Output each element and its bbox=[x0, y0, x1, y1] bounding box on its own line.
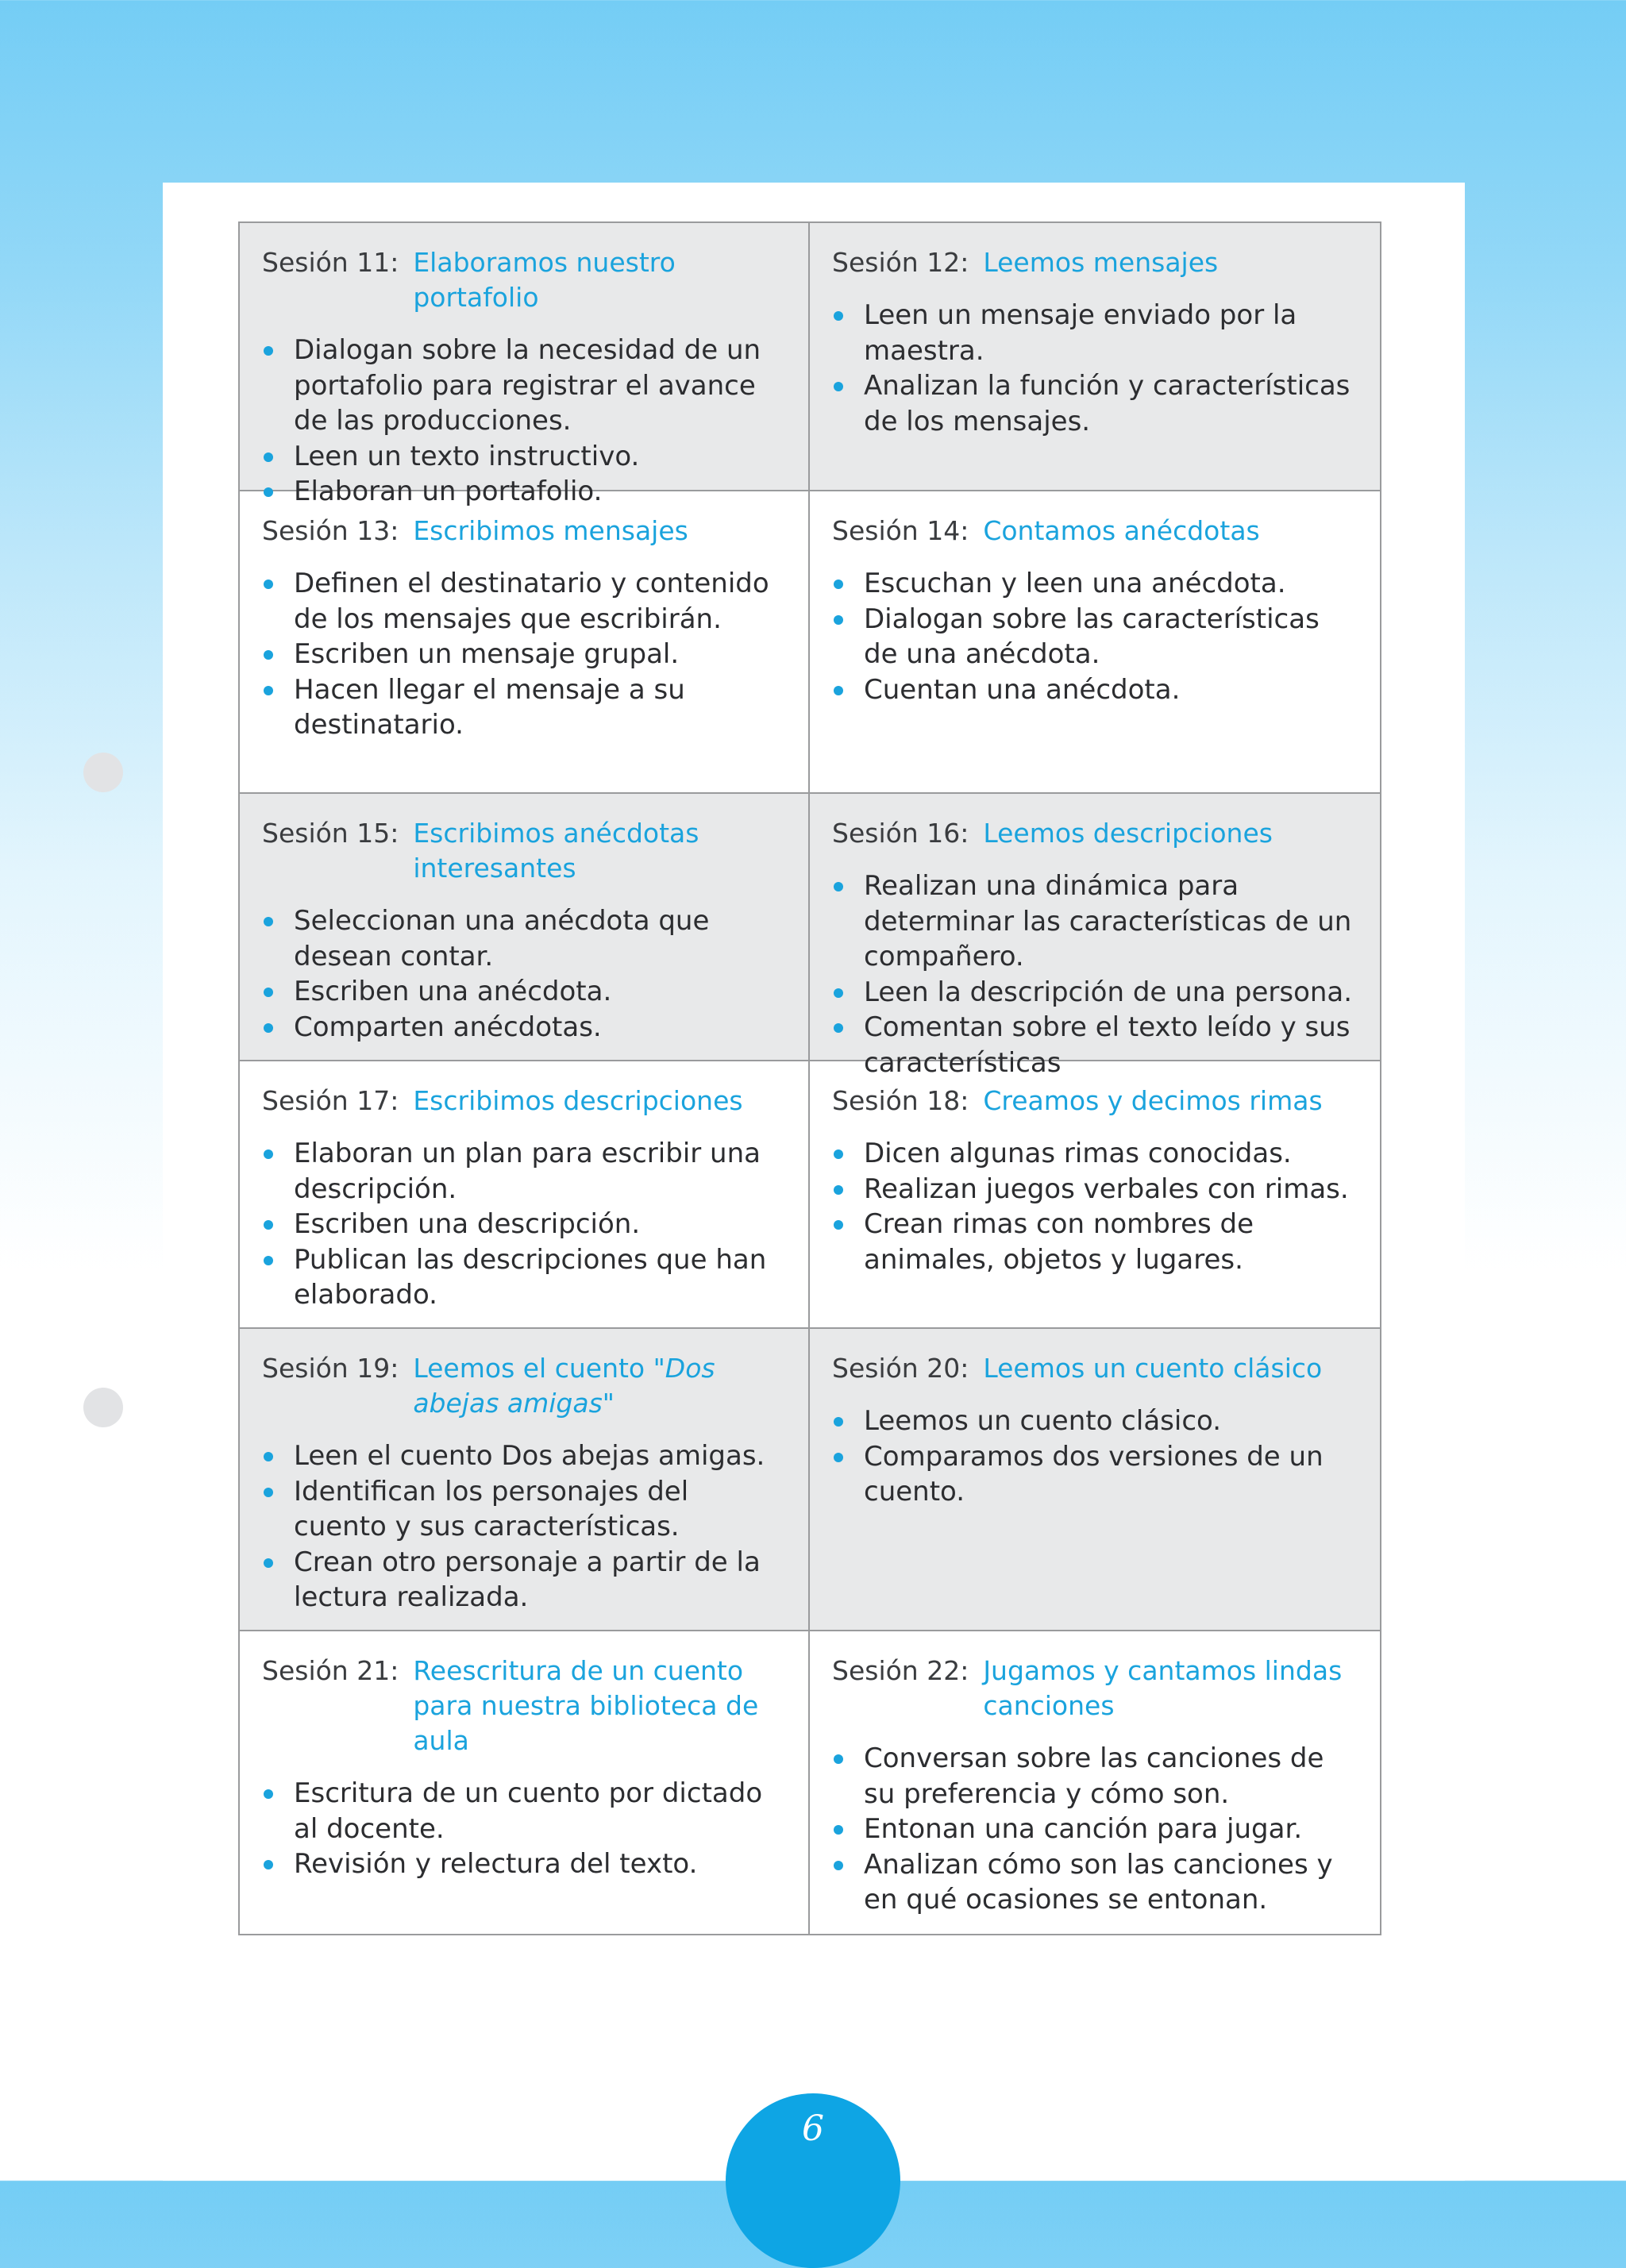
activity-list bbox=[262, 566, 784, 743]
activity-item: Conversan sobre las canciones de su preferencia y cómo son. bbox=[832, 1741, 1356, 1812]
session-title: Leemos mensajes bbox=[983, 247, 1219, 278]
activity-item: Comparamos dos versiones de un cuento. bbox=[832, 1439, 1356, 1510]
session-cell bbox=[810, 1329, 1380, 1631]
activity-list bbox=[832, 298, 1356, 439]
activity-item: Cuentan una anécdota. bbox=[832, 672, 1356, 708]
session-cell bbox=[240, 491, 810, 794]
bullet-icon bbox=[834, 988, 843, 998]
bullet-icon bbox=[264, 1452, 273, 1461]
bullet-icon bbox=[264, 487, 273, 497]
activity-list bbox=[832, 1136, 1356, 1277]
bullet-icon bbox=[834, 1825, 843, 1835]
session-label: Sesión 21 bbox=[262, 1655, 391, 1686]
session-cell bbox=[240, 1329, 810, 1631]
session-header: Sesión 11 : Elaboramos nuestro portafolio bbox=[262, 245, 784, 315]
activity-list bbox=[262, 1776, 784, 1882]
activity-list bbox=[832, 566, 1356, 707]
bullet-icon bbox=[264, 580, 273, 589]
activity-item: Leen un mensaje enviado por la maestra. bbox=[832, 298, 1356, 368]
session-label: Sesión 13 bbox=[262, 515, 391, 546]
activity-item: Publican las descripciones que han elaborado. bbox=[262, 1242, 784, 1313]
session-label: Sesión 12 bbox=[832, 247, 961, 278]
session-title: Escribimos descripciones bbox=[413, 1085, 743, 1116]
session-title: Leemos un cuento clásico bbox=[983, 1353, 1323, 1384]
activity-item: Escriben un mensaje grupal. bbox=[262, 637, 784, 672]
activity-item: Escuchan y leen una anécdota. bbox=[832, 566, 1356, 602]
session-cell bbox=[240, 1631, 810, 1934]
session-cell bbox=[810, 491, 1380, 794]
activity-item: Identifican los personajes del cuento y sus características. bbox=[262, 1474, 784, 1545]
bullet-icon bbox=[834, 1023, 843, 1033]
activity-item: Comentan sobre el texto leído y sus características bbox=[832, 1010, 1356, 1080]
session-label: Sesión 22 bbox=[832, 1655, 961, 1686]
activity-item: Dialogan sobre la necesidad de un portafolio para registrar el avance de las producciones. bbox=[262, 333, 784, 439]
session-header: Sesión 20 : Leemos un cuento clásico bbox=[832, 1351, 1356, 1386]
session-cell bbox=[810, 794, 1380, 1079]
binder-hole bbox=[83, 753, 123, 792]
session-title: Escribimos mensajes bbox=[413, 515, 688, 546]
session-header: Sesión 19 : Leemos el cuento "Dos abejas amigas" bbox=[262, 1351, 784, 1421]
session-header: Sesión 15 : Escribimos anécdotas interesantes bbox=[262, 816, 784, 886]
bullet-icon bbox=[834, 686, 843, 695]
bullet-icon bbox=[834, 1185, 843, 1195]
bullet-icon bbox=[264, 346, 273, 356]
activity-item: Analizan la función y características de los mensajes. bbox=[832, 368, 1356, 439]
bullet-icon bbox=[264, 1488, 273, 1497]
bullet-icon bbox=[834, 882, 843, 891]
session-header: Sesión 18 : Creamos y decimos rimas bbox=[832, 1084, 1356, 1119]
session-header: Sesión 22 : Jugamos y cantamos lindas canciones bbox=[832, 1654, 1356, 1723]
activity-item: Dicen algunas rimas conocidas. bbox=[832, 1136, 1356, 1172]
bullet-icon bbox=[834, 382, 843, 391]
bullet-icon bbox=[264, 1789, 273, 1799]
bullet-icon bbox=[264, 650, 273, 660]
session-header: Sesión 12 : Leemos mensajes bbox=[832, 245, 1356, 280]
session-cell bbox=[810, 223, 1380, 491]
activity-item: Analizan cómo son las canciones y en qué ocasiones se entonan. bbox=[832, 1847, 1356, 1918]
activity-list bbox=[262, 1136, 784, 1313]
activity-item: Hacen llegar el mensaje a su destinatario. bbox=[262, 672, 784, 743]
bullet-icon bbox=[834, 1149, 843, 1159]
session-title: Contamos anécdotas bbox=[983, 515, 1260, 546]
activity-item: Entonan una canción para jugar. bbox=[832, 1812, 1356, 1847]
session-header: Sesión 14 : Contamos anécdotas bbox=[832, 514, 1356, 549]
bullet-icon bbox=[264, 1220, 273, 1230]
session-title: Escribimos anécdotas interesantes bbox=[413, 818, 699, 884]
activity-list bbox=[832, 868, 1356, 1080]
session-title: Leemos descripciones bbox=[983, 818, 1273, 849]
session-cell bbox=[810, 1631, 1380, 1934]
bullet-icon bbox=[264, 452, 273, 462]
activity-item: Dialogan sobre las características de una anécdota. bbox=[832, 602, 1356, 672]
session-cell bbox=[240, 794, 810, 1061]
session-title: Leemos el cuento "Dos abejas amigas" bbox=[413, 1353, 715, 1419]
bullet-icon bbox=[834, 1861, 843, 1870]
bullet-icon bbox=[834, 1220, 843, 1230]
activity-item: Realizan juegos verbales con rimas. bbox=[832, 1172, 1356, 1207]
activity-item: Crean rimas con nombres de animales, objetos y lugares. bbox=[832, 1207, 1356, 1277]
session-title: Elaboramos nuestro portafolio bbox=[413, 247, 676, 313]
activity-item: Crean otro personaje a partir de la lectura realizada. bbox=[262, 1545, 784, 1615]
activity-item: Elaboran un portafolio. bbox=[262, 474, 784, 510]
bullet-icon bbox=[264, 917, 273, 926]
session-header: Sesión 21 : Reescritura de un cuento para nuestra biblioteca de aula bbox=[262, 1654, 784, 1758]
activity-item: Leemos un cuento clásico. bbox=[832, 1404, 1356, 1439]
activity-item: Definen el destinatario y contenido de los mensajes que escribirán. bbox=[262, 566, 784, 637]
activity-item: Leen un texto instructivo. bbox=[262, 439, 784, 475]
session-header: Sesión 16 : Leemos descripciones bbox=[832, 816, 1356, 851]
bullet-icon bbox=[834, 1754, 843, 1764]
bullet-icon bbox=[834, 615, 843, 625]
activity-item: Seleccionan una anécdota que desean contar. bbox=[262, 903, 784, 974]
session-label: Sesión 17 bbox=[262, 1085, 391, 1116]
session-label: Sesión 16 bbox=[832, 818, 961, 849]
bullet-icon bbox=[264, 988, 273, 997]
bullet-icon bbox=[264, 1256, 273, 1265]
activity-item: Leen el cuento Dos abejas amigas. bbox=[262, 1438, 784, 1474]
activity-list bbox=[832, 1741, 1356, 1918]
session-label: Sesión 11 bbox=[262, 247, 391, 278]
session-cell bbox=[240, 1061, 810, 1329]
session-header: Sesión 17 : Escribimos descripciones bbox=[262, 1084, 784, 1119]
bullet-icon bbox=[264, 1149, 273, 1159]
bullet-icon bbox=[834, 1417, 843, 1427]
bullet-icon bbox=[264, 1023, 273, 1033]
session-cell bbox=[240, 223, 810, 507]
session-title: Jugamos y cantamos lindas canciones bbox=[983, 1655, 1343, 1721]
activity-list bbox=[262, 333, 784, 510]
activity-item: Revisión y relectura del texto. bbox=[262, 1846, 784, 1882]
session-label: Sesión 14 bbox=[832, 515, 961, 546]
bullet-icon bbox=[264, 686, 273, 695]
bullet-icon bbox=[834, 580, 843, 589]
bullet-icon bbox=[264, 1558, 273, 1568]
session-label: Sesión 20 bbox=[832, 1353, 961, 1384]
session-label: Sesión 19 bbox=[262, 1353, 391, 1384]
activity-item: Escritura de un cuento por dictado al docente. bbox=[262, 1776, 784, 1846]
session-title: Reescritura de un cuento para nuestra biblioteca de aula bbox=[413, 1655, 759, 1756]
bullet-icon bbox=[834, 1453, 843, 1462]
bullet-icon bbox=[264, 1860, 273, 1869]
session-label: Sesión 15 bbox=[262, 818, 391, 849]
bullet-icon bbox=[834, 311, 843, 321]
page-number: 6 bbox=[802, 2108, 824, 2149]
activity-item: Elaboran un plan para escribir una descripción. bbox=[262, 1136, 784, 1207]
activity-list bbox=[832, 1404, 1356, 1510]
activity-item: Realizan una dinámica para determinar las características de un compañero. bbox=[832, 868, 1356, 975]
sessions-table bbox=[238, 221, 1381, 1935]
activity-item: Comparten anécdotas. bbox=[262, 1010, 784, 1045]
activity-item: Escriben una descripción. bbox=[262, 1207, 784, 1242]
session-header: Sesión 13 : Escribimos mensajes bbox=[262, 514, 784, 549]
activity-item: Escriben una anécdota. bbox=[262, 974, 784, 1010]
session-label: Sesión 18 bbox=[832, 1085, 961, 1116]
session-cell bbox=[810, 1061, 1380, 1329]
binder-hole bbox=[83, 1388, 123, 1427]
activity-item: Leen la descripción de una persona. bbox=[832, 975, 1356, 1011]
activity-list bbox=[262, 903, 784, 1045]
activity-list bbox=[262, 1438, 784, 1615]
session-title: Creamos y decimos rimas bbox=[983, 1085, 1323, 1116]
